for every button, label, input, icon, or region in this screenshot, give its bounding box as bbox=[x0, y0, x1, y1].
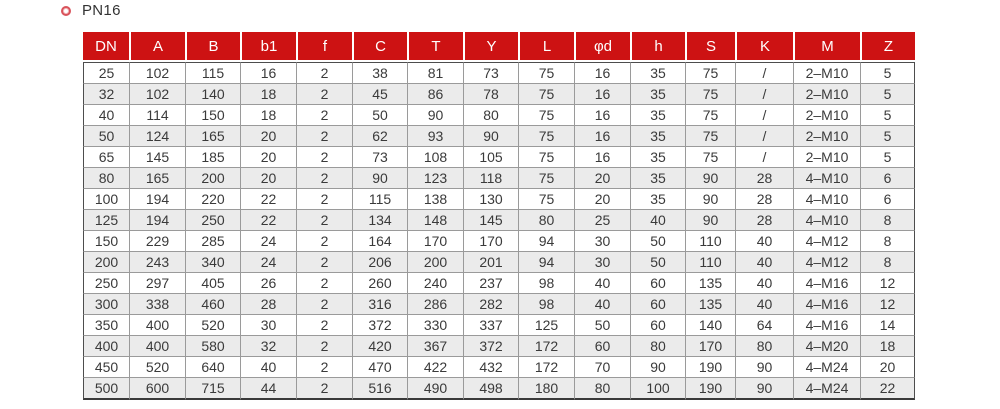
table-row bbox=[83, 125, 915, 146]
table-cell: 172 bbox=[518, 356, 574, 377]
table-cell: 93 bbox=[407, 125, 463, 146]
table-cell: / bbox=[735, 125, 793, 146]
table-cell: 2 bbox=[296, 293, 352, 314]
table-cell: 30 bbox=[574, 230, 630, 251]
table-cell: 338 bbox=[129, 293, 185, 314]
table-row bbox=[83, 272, 915, 293]
column-header: Y bbox=[463, 32, 518, 62]
table-cell: 75 bbox=[518, 146, 574, 167]
table-cell: 2 bbox=[296, 209, 352, 230]
table-cell: 500 bbox=[83, 377, 129, 400]
table-cell: 240 bbox=[407, 272, 463, 293]
table-cell: 40 bbox=[735, 272, 793, 293]
table-cell: 102 bbox=[129, 62, 185, 83]
table-cell: 470 bbox=[352, 356, 407, 377]
table-cell: 297 bbox=[129, 272, 185, 293]
table-cell: 40 bbox=[83, 104, 129, 125]
table-cell: 580 bbox=[185, 335, 240, 356]
column-header: K bbox=[735, 32, 793, 62]
table-cell: 80 bbox=[518, 209, 574, 230]
table-cell: 200 bbox=[185, 167, 240, 188]
table-cell: 75 bbox=[685, 83, 735, 104]
table-cell: 16 bbox=[574, 62, 630, 83]
table-cell: 405 bbox=[185, 272, 240, 293]
table-cell: 30 bbox=[574, 251, 630, 272]
table-cell: 250 bbox=[83, 272, 129, 293]
table-cell: 190 bbox=[685, 356, 735, 377]
table-cell: 2 bbox=[296, 104, 352, 125]
table-cell: 78 bbox=[463, 83, 518, 104]
table-cell: 16 bbox=[574, 104, 630, 125]
table-cell: 5 bbox=[860, 146, 915, 167]
table-cell: 250 bbox=[185, 209, 240, 230]
table-cell: 2 bbox=[296, 62, 352, 83]
table-cell: 372 bbox=[352, 314, 407, 335]
table-cell: 2 bbox=[296, 83, 352, 104]
section-title-label: PN16 bbox=[82, 2, 121, 19]
table-cell: 32 bbox=[240, 335, 296, 356]
table-cell: 50 bbox=[574, 314, 630, 335]
table-row bbox=[83, 104, 915, 125]
table-cell: 12 bbox=[860, 293, 915, 314]
table-cell: 75 bbox=[685, 146, 735, 167]
table-cell: 80 bbox=[630, 335, 685, 356]
table-cell: 300 bbox=[83, 293, 129, 314]
table-row bbox=[83, 167, 915, 188]
table-cell: 4–M24 bbox=[793, 377, 860, 400]
table-row bbox=[83, 377, 915, 400]
column-header: L bbox=[518, 32, 574, 62]
table-cell: 2 bbox=[296, 146, 352, 167]
table-cell: 5 bbox=[860, 62, 915, 83]
table-cell: 102 bbox=[129, 83, 185, 104]
table-cell: 194 bbox=[129, 188, 185, 209]
table-cell: 100 bbox=[83, 188, 129, 209]
table-cell: 460 bbox=[185, 293, 240, 314]
table-cell: 20 bbox=[240, 146, 296, 167]
table-cell: 50 bbox=[352, 104, 407, 125]
table-cell: 164 bbox=[352, 230, 407, 251]
table-cell: 28 bbox=[735, 167, 793, 188]
table-cell: 35 bbox=[630, 83, 685, 104]
table-cell: 4–M10 bbox=[793, 188, 860, 209]
table-cell: 26 bbox=[240, 272, 296, 293]
table-cell: 35 bbox=[630, 125, 685, 146]
table-cell: 4–M20 bbox=[793, 335, 860, 356]
column-header: T bbox=[407, 32, 463, 62]
table-cell: 130 bbox=[463, 188, 518, 209]
table-cell: 50 bbox=[630, 251, 685, 272]
table-cell: 422 bbox=[407, 356, 463, 377]
table-cell: 123 bbox=[407, 167, 463, 188]
table-cell: 148 bbox=[407, 209, 463, 230]
table-cell: 330 bbox=[407, 314, 463, 335]
table-cell: 75 bbox=[518, 62, 574, 83]
column-header: φd bbox=[574, 32, 630, 62]
table-cell: 94 bbox=[518, 251, 574, 272]
table-cell: 2–M10 bbox=[793, 104, 860, 125]
table-cell: 20 bbox=[240, 167, 296, 188]
table-cell: 35 bbox=[630, 188, 685, 209]
table-cell: 16 bbox=[574, 83, 630, 104]
table-cell: 73 bbox=[463, 62, 518, 83]
table-cell: 150 bbox=[185, 104, 240, 125]
table-cell: 28 bbox=[240, 293, 296, 314]
table-cell: / bbox=[735, 62, 793, 83]
table-cell: 73 bbox=[352, 146, 407, 167]
table-cell: 450 bbox=[83, 356, 129, 377]
table-cell: 5 bbox=[860, 83, 915, 104]
table-cell: 4–M12 bbox=[793, 251, 860, 272]
spec-table bbox=[83, 32, 915, 400]
table-cell: 400 bbox=[83, 335, 129, 356]
table-cell: 4–M24 bbox=[793, 356, 860, 377]
table-cell: 4–M10 bbox=[793, 167, 860, 188]
table-cell: 2 bbox=[296, 377, 352, 400]
table-cell: 60 bbox=[574, 335, 630, 356]
table-cell: 2 bbox=[296, 272, 352, 293]
table-cell: 24 bbox=[240, 251, 296, 272]
table-cell: 282 bbox=[463, 293, 518, 314]
table-cell: 2–M10 bbox=[793, 83, 860, 104]
column-header: Z bbox=[860, 32, 915, 62]
table-cell: 80 bbox=[574, 377, 630, 400]
table-cell: 206 bbox=[352, 251, 407, 272]
table-cell: 400 bbox=[129, 335, 185, 356]
table-cell: 115 bbox=[352, 188, 407, 209]
table-cell: 8 bbox=[860, 209, 915, 230]
table-cell: 243 bbox=[129, 251, 185, 272]
table-cell: 35 bbox=[630, 146, 685, 167]
table-row bbox=[83, 83, 915, 104]
table-cell: 400 bbox=[129, 314, 185, 335]
table-cell: 75 bbox=[685, 125, 735, 146]
table-cell: 118 bbox=[463, 167, 518, 188]
table-cell: / bbox=[735, 146, 793, 167]
table-cell: 138 bbox=[407, 188, 463, 209]
table-cell: 75 bbox=[518, 188, 574, 209]
ring-bullet-icon bbox=[61, 6, 71, 16]
table-cell: 81 bbox=[407, 62, 463, 83]
table-cell: 2 bbox=[296, 356, 352, 377]
section-title bbox=[61, 2, 121, 19]
table-row bbox=[83, 188, 915, 209]
table-cell: 105 bbox=[463, 146, 518, 167]
table-row bbox=[83, 62, 915, 83]
table-cell: 2–M10 bbox=[793, 62, 860, 83]
table-cell: 12 bbox=[860, 272, 915, 293]
table-cell: 86 bbox=[407, 83, 463, 104]
table-cell: 229 bbox=[129, 230, 185, 251]
table-cell: 18 bbox=[240, 83, 296, 104]
table-cell: 40 bbox=[735, 230, 793, 251]
table-cell: 190 bbox=[685, 377, 735, 400]
table-cell: 4–M16 bbox=[793, 272, 860, 293]
table-cell: 5 bbox=[860, 104, 915, 125]
table-cell: 200 bbox=[83, 251, 129, 272]
table-cell: 98 bbox=[518, 272, 574, 293]
table-cell: 6 bbox=[860, 188, 915, 209]
table-cell: 90 bbox=[352, 167, 407, 188]
table-cell: 140 bbox=[185, 83, 240, 104]
table-cell: 62 bbox=[352, 125, 407, 146]
table-cell: 135 bbox=[685, 272, 735, 293]
table-cell: 372 bbox=[463, 335, 518, 356]
table-cell: 2 bbox=[296, 230, 352, 251]
table-cell: 20 bbox=[574, 167, 630, 188]
table-cell: 18 bbox=[240, 104, 296, 125]
table-cell: 220 bbox=[185, 188, 240, 209]
table-cell: 16 bbox=[240, 62, 296, 83]
table-cell: 40 bbox=[735, 293, 793, 314]
table-cell: 125 bbox=[518, 314, 574, 335]
column-header: M bbox=[793, 32, 860, 62]
table-cell: 4–M10 bbox=[793, 209, 860, 230]
table-cell: 60 bbox=[630, 293, 685, 314]
table-cell: 80 bbox=[83, 167, 129, 188]
table-cell: 100 bbox=[630, 377, 685, 400]
table-cell: 35 bbox=[630, 104, 685, 125]
table-cell: 2 bbox=[296, 251, 352, 272]
table-cell: 22 bbox=[240, 188, 296, 209]
table-cell: 60 bbox=[630, 272, 685, 293]
table-cell: 16 bbox=[574, 125, 630, 146]
table-cell: 90 bbox=[735, 356, 793, 377]
table-cell: 337 bbox=[463, 314, 518, 335]
column-header: B bbox=[185, 32, 240, 62]
table-cell: 285 bbox=[185, 230, 240, 251]
table-cell: 150 bbox=[83, 230, 129, 251]
table-cell: 8 bbox=[860, 251, 915, 272]
table-cell: 2 bbox=[296, 335, 352, 356]
table-cell: 600 bbox=[129, 377, 185, 400]
table-cell: 60 bbox=[630, 314, 685, 335]
table-row bbox=[83, 230, 915, 251]
table-cell: 114 bbox=[129, 104, 185, 125]
table-cell: 108 bbox=[407, 146, 463, 167]
table-cell: 20 bbox=[860, 356, 915, 377]
table-cell: 35 bbox=[630, 167, 685, 188]
table-cell: 75 bbox=[685, 104, 735, 125]
table-cell: 44 bbox=[240, 377, 296, 400]
table-cell: 65 bbox=[83, 146, 129, 167]
table-cell: 40 bbox=[735, 251, 793, 272]
table-cell: 4–M16 bbox=[793, 293, 860, 314]
table-cell: / bbox=[735, 83, 793, 104]
table-cell: 80 bbox=[463, 104, 518, 125]
table-cell: 432 bbox=[463, 356, 518, 377]
table-cell: 260 bbox=[352, 272, 407, 293]
table-cell: 640 bbox=[185, 356, 240, 377]
table-cell: 367 bbox=[407, 335, 463, 356]
table-cell: 2 bbox=[296, 314, 352, 335]
table-cell: 70 bbox=[574, 356, 630, 377]
table-cell: 50 bbox=[83, 125, 129, 146]
table-cell: 520 bbox=[185, 314, 240, 335]
table-cell: 201 bbox=[463, 251, 518, 272]
column-header: S bbox=[685, 32, 735, 62]
column-header: b1 bbox=[240, 32, 296, 62]
table-cell: 140 bbox=[685, 314, 735, 335]
table-cell: 715 bbox=[185, 377, 240, 400]
table-cell: 115 bbox=[185, 62, 240, 83]
table-cell: 14 bbox=[860, 314, 915, 335]
table-cell: 2–M10 bbox=[793, 146, 860, 167]
table-cell: 35 bbox=[630, 62, 685, 83]
table-cell: 4–M12 bbox=[793, 230, 860, 251]
table-cell: 75 bbox=[518, 167, 574, 188]
table-cell: 22 bbox=[860, 377, 915, 400]
table-cell: 237 bbox=[463, 272, 518, 293]
table-cell: 498 bbox=[463, 377, 518, 400]
table-cell: 134 bbox=[352, 209, 407, 230]
table-cell: 165 bbox=[129, 167, 185, 188]
table-cell: 316 bbox=[352, 293, 407, 314]
table-cell: 28 bbox=[735, 188, 793, 209]
table-cell: 32 bbox=[83, 83, 129, 104]
table-cell: 125 bbox=[83, 209, 129, 230]
table-row bbox=[83, 293, 915, 314]
table-cell: 145 bbox=[129, 146, 185, 167]
table-cell: 90 bbox=[735, 377, 793, 400]
table-cell: 40 bbox=[630, 209, 685, 230]
table-cell: 40 bbox=[574, 293, 630, 314]
table-cell: 98 bbox=[518, 293, 574, 314]
table-cell: 194 bbox=[129, 209, 185, 230]
table-cell: 340 bbox=[185, 251, 240, 272]
table-cell: 20 bbox=[574, 188, 630, 209]
table-cell: 28 bbox=[735, 209, 793, 230]
table-cell: 170 bbox=[407, 230, 463, 251]
table-cell: 185 bbox=[185, 146, 240, 167]
table-cell: 80 bbox=[735, 335, 793, 356]
table-cell: 124 bbox=[129, 125, 185, 146]
table-cell: 2 bbox=[296, 188, 352, 209]
table-cell: 75 bbox=[518, 125, 574, 146]
table-cell: 90 bbox=[630, 356, 685, 377]
table-cell: 64 bbox=[735, 314, 793, 335]
table-cell: 165 bbox=[185, 125, 240, 146]
table-cell: 172 bbox=[518, 335, 574, 356]
table-cell: 30 bbox=[240, 314, 296, 335]
table-cell: 94 bbox=[518, 230, 574, 251]
column-header: C bbox=[352, 32, 407, 62]
table-cell: 25 bbox=[83, 62, 129, 83]
table-cell: 5 bbox=[860, 125, 915, 146]
table-body bbox=[83, 62, 915, 400]
table-cell: 2–M10 bbox=[793, 125, 860, 146]
table-cell: 135 bbox=[685, 293, 735, 314]
table-cell: 90 bbox=[685, 167, 735, 188]
table-cell: 520 bbox=[129, 356, 185, 377]
table-cell: 4–M16 bbox=[793, 314, 860, 335]
table-cell: 75 bbox=[518, 83, 574, 104]
table-cell: 200 bbox=[407, 251, 463, 272]
table-cell: 6 bbox=[860, 167, 915, 188]
table-cell: 50 bbox=[630, 230, 685, 251]
column-header: h bbox=[630, 32, 685, 62]
table-cell: 22 bbox=[240, 209, 296, 230]
table-row bbox=[83, 314, 915, 335]
table-cell: 75 bbox=[518, 104, 574, 125]
table-cell: 286 bbox=[407, 293, 463, 314]
table-cell: 90 bbox=[407, 104, 463, 125]
table-cell: 90 bbox=[463, 125, 518, 146]
table-cell: 8 bbox=[860, 230, 915, 251]
table-row bbox=[83, 356, 915, 377]
table-row bbox=[83, 335, 915, 356]
table-cell: / bbox=[735, 104, 793, 125]
table-cell: 90 bbox=[685, 209, 735, 230]
table-cell: 25 bbox=[574, 209, 630, 230]
table-cell: 145 bbox=[463, 209, 518, 230]
table-cell: 90 bbox=[685, 188, 735, 209]
table-cell: 2 bbox=[296, 167, 352, 188]
table-row bbox=[83, 146, 915, 167]
table-cell: 45 bbox=[352, 83, 407, 104]
column-header: A bbox=[129, 32, 185, 62]
table-cell: 110 bbox=[685, 251, 735, 272]
table-header-row bbox=[83, 32, 915, 62]
table-cell: 16 bbox=[574, 146, 630, 167]
table-cell: 2 bbox=[296, 125, 352, 146]
table-cell: 75 bbox=[685, 62, 735, 83]
column-header: DN bbox=[83, 32, 129, 62]
table-cell: 110 bbox=[685, 230, 735, 251]
table-cell: 170 bbox=[685, 335, 735, 356]
column-header: f bbox=[296, 32, 352, 62]
table-cell: 40 bbox=[240, 356, 296, 377]
table-cell: 490 bbox=[407, 377, 463, 400]
table-cell: 170 bbox=[463, 230, 518, 251]
table-cell: 516 bbox=[352, 377, 407, 400]
table-row bbox=[83, 251, 915, 272]
table-cell: 18 bbox=[860, 335, 915, 356]
table-cell: 24 bbox=[240, 230, 296, 251]
table-cell: 420 bbox=[352, 335, 407, 356]
table-cell: 180 bbox=[518, 377, 574, 400]
table-row bbox=[83, 209, 915, 230]
table-cell: 20 bbox=[240, 125, 296, 146]
table-cell: 40 bbox=[574, 272, 630, 293]
table-cell: 350 bbox=[83, 314, 129, 335]
table-cell: 38 bbox=[352, 62, 407, 83]
